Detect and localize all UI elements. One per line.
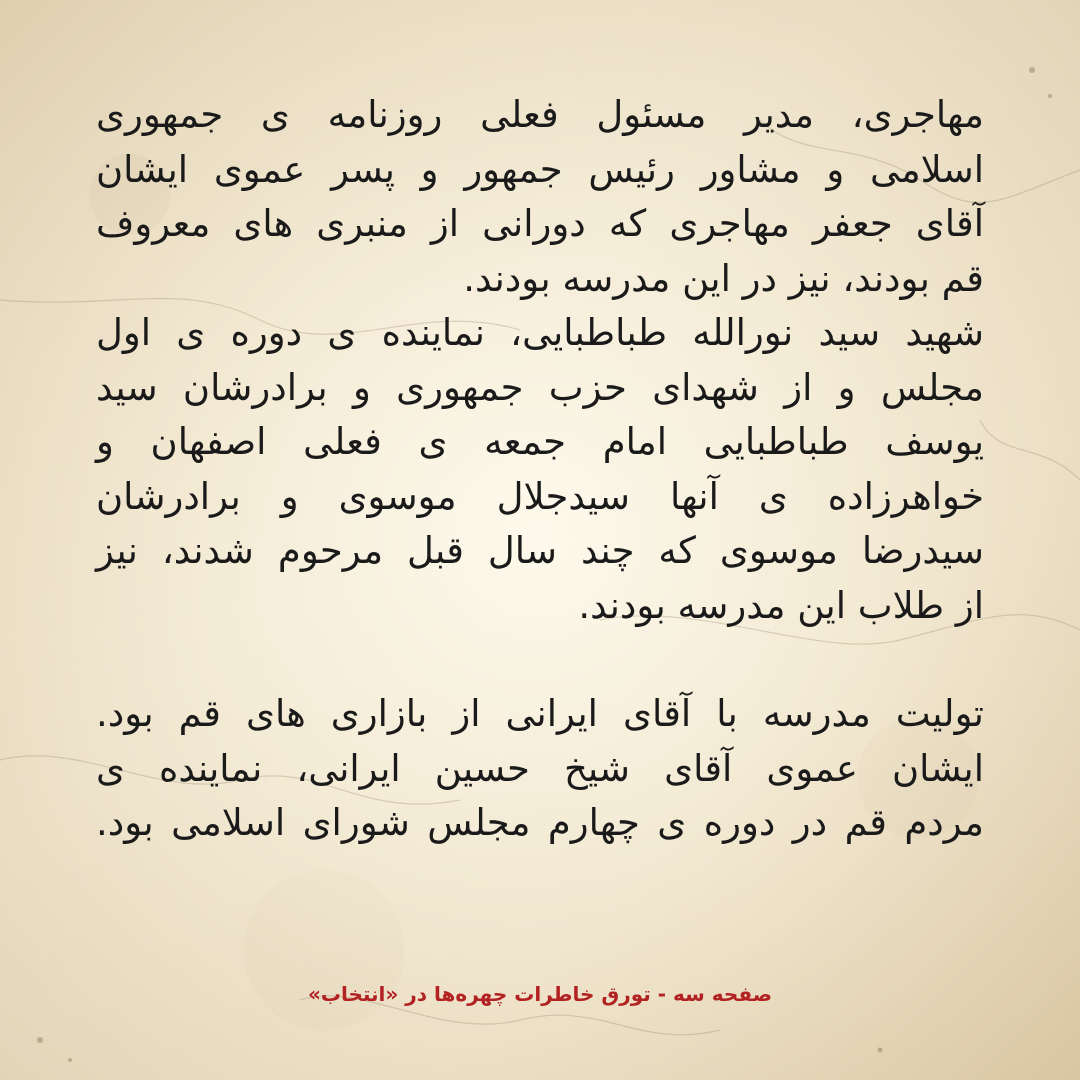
text-line: ایشان عموی آقای شیخ حسین ایرانی، نماینده ی bbox=[96, 746, 984, 790]
paragraph-spacer bbox=[96, 633, 984, 687]
text-line: مردم قم در دوره ی چهارم مجلس شورای اسلامی بود. bbox=[96, 801, 984, 844]
paragraph-2 bbox=[96, 306, 984, 633]
text-line: سیدرضا موسوی که چند سال قبل مرحوم شدند، نیز bbox=[96, 529, 984, 572]
text-line: یوسف طباطبایی امام جمعه ی فعلی اصفهان و bbox=[96, 420, 984, 463]
text-line: مجلس و از شهدای حزب جمهوری و برادرشان سید bbox=[96, 365, 984, 409]
page-footer: صفحه سه - تورق خاطرات چهره‌ها در «انتخاب» bbox=[307, 982, 773, 1006]
text-line: خواهرزاده ی آنها سیدجلال موسوی و برادرشان bbox=[96, 474, 984, 518]
text-line: شهید سید نورالله طباطبایی، نماینده ی دوره ی اول bbox=[96, 311, 984, 354]
text-line: اسلامی و مشاور رئیس جمهور و پسر عموی ایشان bbox=[96, 147, 984, 191]
paragraph-1 bbox=[96, 88, 984, 306]
text-line: از طلاب این مدرسه بودند. bbox=[578, 583, 984, 627]
document-body bbox=[96, 88, 984, 851]
text-line: آقای جعفر مهاجری که دورانی از منبری های معروف bbox=[96, 202, 984, 245]
text-line: قم بودند، نیز در این مدرسه بودند. bbox=[463, 256, 984, 300]
text-line: تولیت مدرسه با آقای ایرانی از بازاری های قم بود. bbox=[96, 692, 984, 735]
text-line: مهاجری، مدیر مسئول فعلی روزنامه ی جمهوری bbox=[96, 93, 984, 136]
paragraph-3 bbox=[96, 687, 984, 851]
